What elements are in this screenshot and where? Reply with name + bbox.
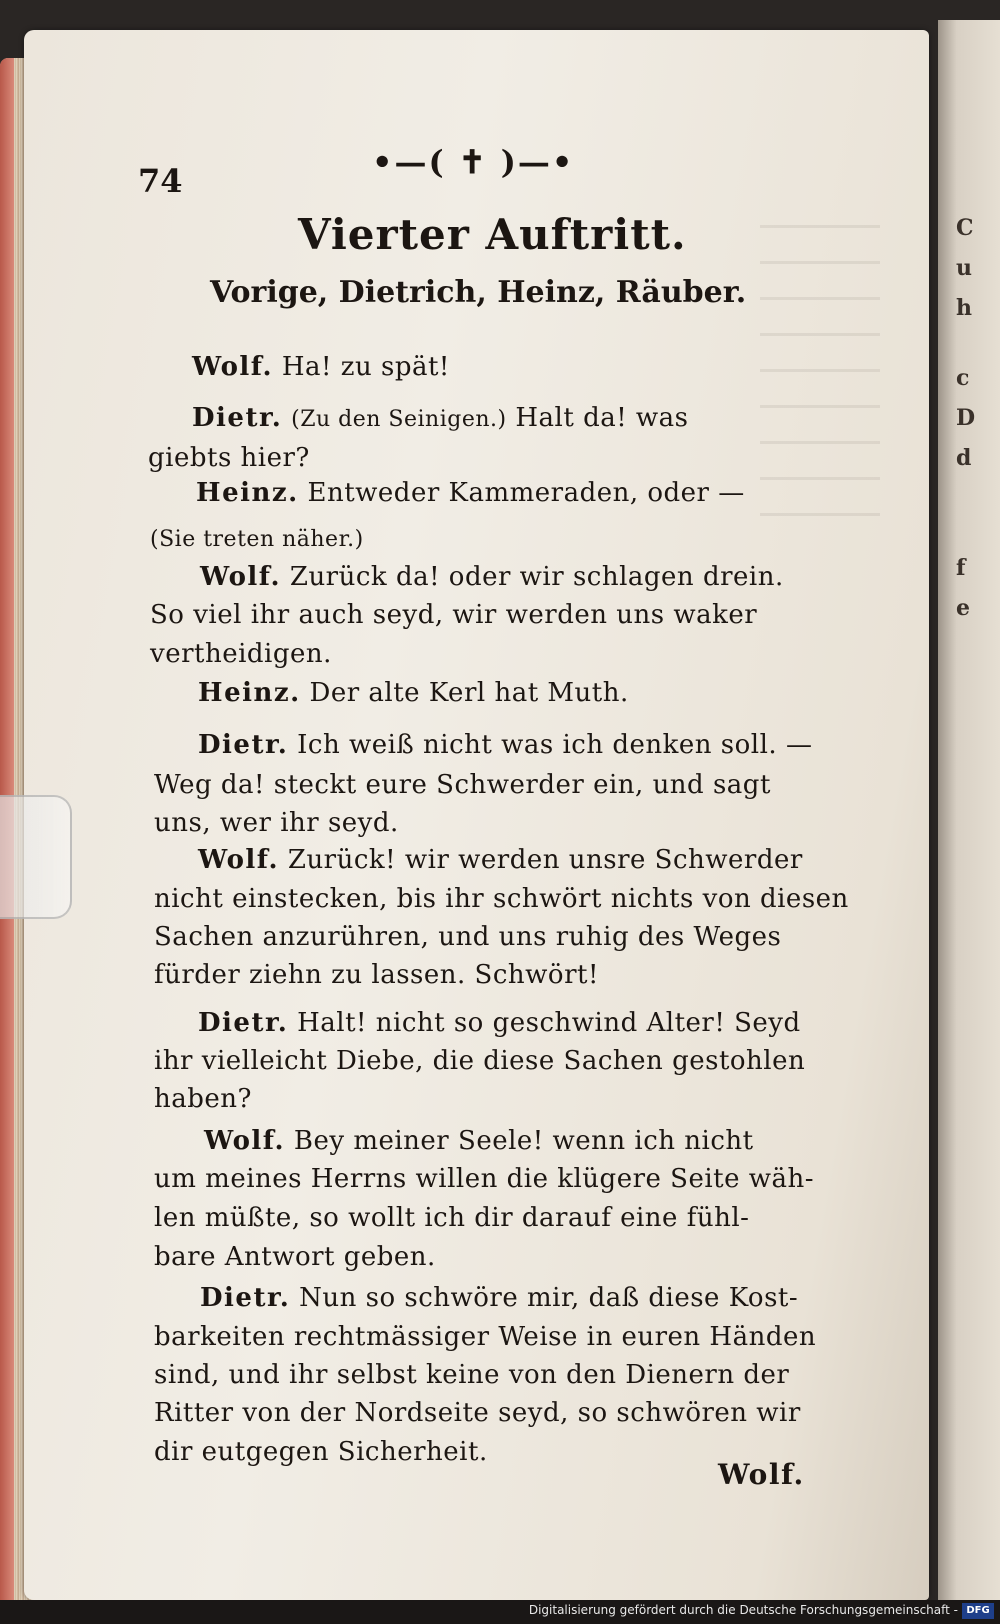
cast-list: Vorige, Dietrich, Heinz, Räuber. xyxy=(210,275,747,310)
text-line: sind, und ihr selbst keine von den Dienern der xyxy=(154,1360,790,1390)
stage-direction: (Sie treten näher.) xyxy=(150,527,364,552)
facing-page-glyph: h xyxy=(956,295,972,321)
text-line: barkeiten rechtmässiger Weise in euren Händen xyxy=(154,1322,817,1352)
facing-page-glyph: f xyxy=(956,555,966,581)
footer-credit: Digitalisierung gefördert durch die Deutsche Forschungsgemeinschaft - xyxy=(528,1603,958,1617)
text-line: Wolf. Zurück! wir werden unsre Schwerder xyxy=(198,845,803,875)
header-ornament: •—( ✝ )—• xyxy=(372,143,575,181)
text-line: Dietr. Ich weiß nicht was ich denken soll. — xyxy=(198,730,813,760)
text-line: Ritter von der Nordseite seyd, so schwören wir xyxy=(154,1398,801,1428)
text-line: So viel ihr auch seyd, wir werden uns waker xyxy=(150,600,758,630)
facing-page-glyph: d xyxy=(956,445,972,471)
text-line: Dietr. (Zu den Seinigen.) Halt da! was xyxy=(192,403,689,433)
facing-page-glyph: C xyxy=(956,215,974,241)
text-line: bare Antwort geben. xyxy=(154,1242,436,1272)
text-line: uns, wer ihr seyd. xyxy=(154,808,399,838)
text-line: Wolf. Bey meiner Seele! wenn ich nicht xyxy=(204,1126,754,1156)
text-line: Heinz. Entweder Kammeraden, oder — xyxy=(196,478,745,508)
footer-bar xyxy=(0,1600,1000,1624)
text-line: um meines Herrns willen die klügere Seite wäh- xyxy=(154,1164,815,1194)
facing-page-glyph: c xyxy=(956,365,970,391)
text-line: Heinz. Der alte Kerl hat Muth. xyxy=(198,678,629,708)
text-line: Sachen anzurühren, und uns ruhig des Weges xyxy=(154,922,782,952)
facing-page-glyph: e xyxy=(956,595,970,621)
text-line: ihr vielleicht Diebe, die diese Sachen gestohlen xyxy=(154,1046,806,1076)
text-line: giebts hier? xyxy=(148,443,310,473)
text-line: Wolf. Ha! zu spät! xyxy=(192,352,450,382)
catchword: Wolf. xyxy=(718,1458,805,1491)
text-line: Weg da! steckt eure Schwerder ein, und sagt xyxy=(154,770,771,800)
text-line: haben? xyxy=(154,1084,252,1114)
page-number: 74 xyxy=(138,162,183,200)
facing-page-glyph: u xyxy=(956,255,972,281)
text-line: len müßte, so wollt ich dir darauf eine fühl- xyxy=(154,1203,750,1233)
text-line: Dietr. Halt! nicht so geschwind Alter! Seyd xyxy=(198,1008,801,1038)
facing-page-glyph: D xyxy=(956,405,976,431)
text-line: nicht einstecken, bis ihr schwört nichts von diesen xyxy=(154,884,849,914)
text-line: fürder ziehn zu lassen. Schwört! xyxy=(154,960,599,990)
text-line: vertheidigen. xyxy=(150,639,332,669)
text-line: Dietr. Nun so schwöre mir, daß diese Kost- xyxy=(200,1283,799,1313)
text-line: Wolf. Zurück da! oder wir schlagen drein. xyxy=(200,562,784,592)
text-line: dir eutgegen Sicherheit. xyxy=(154,1437,488,1467)
dfg-logo: DFG xyxy=(962,1603,994,1619)
scene-title: Vierter Auftritt. xyxy=(298,210,687,259)
